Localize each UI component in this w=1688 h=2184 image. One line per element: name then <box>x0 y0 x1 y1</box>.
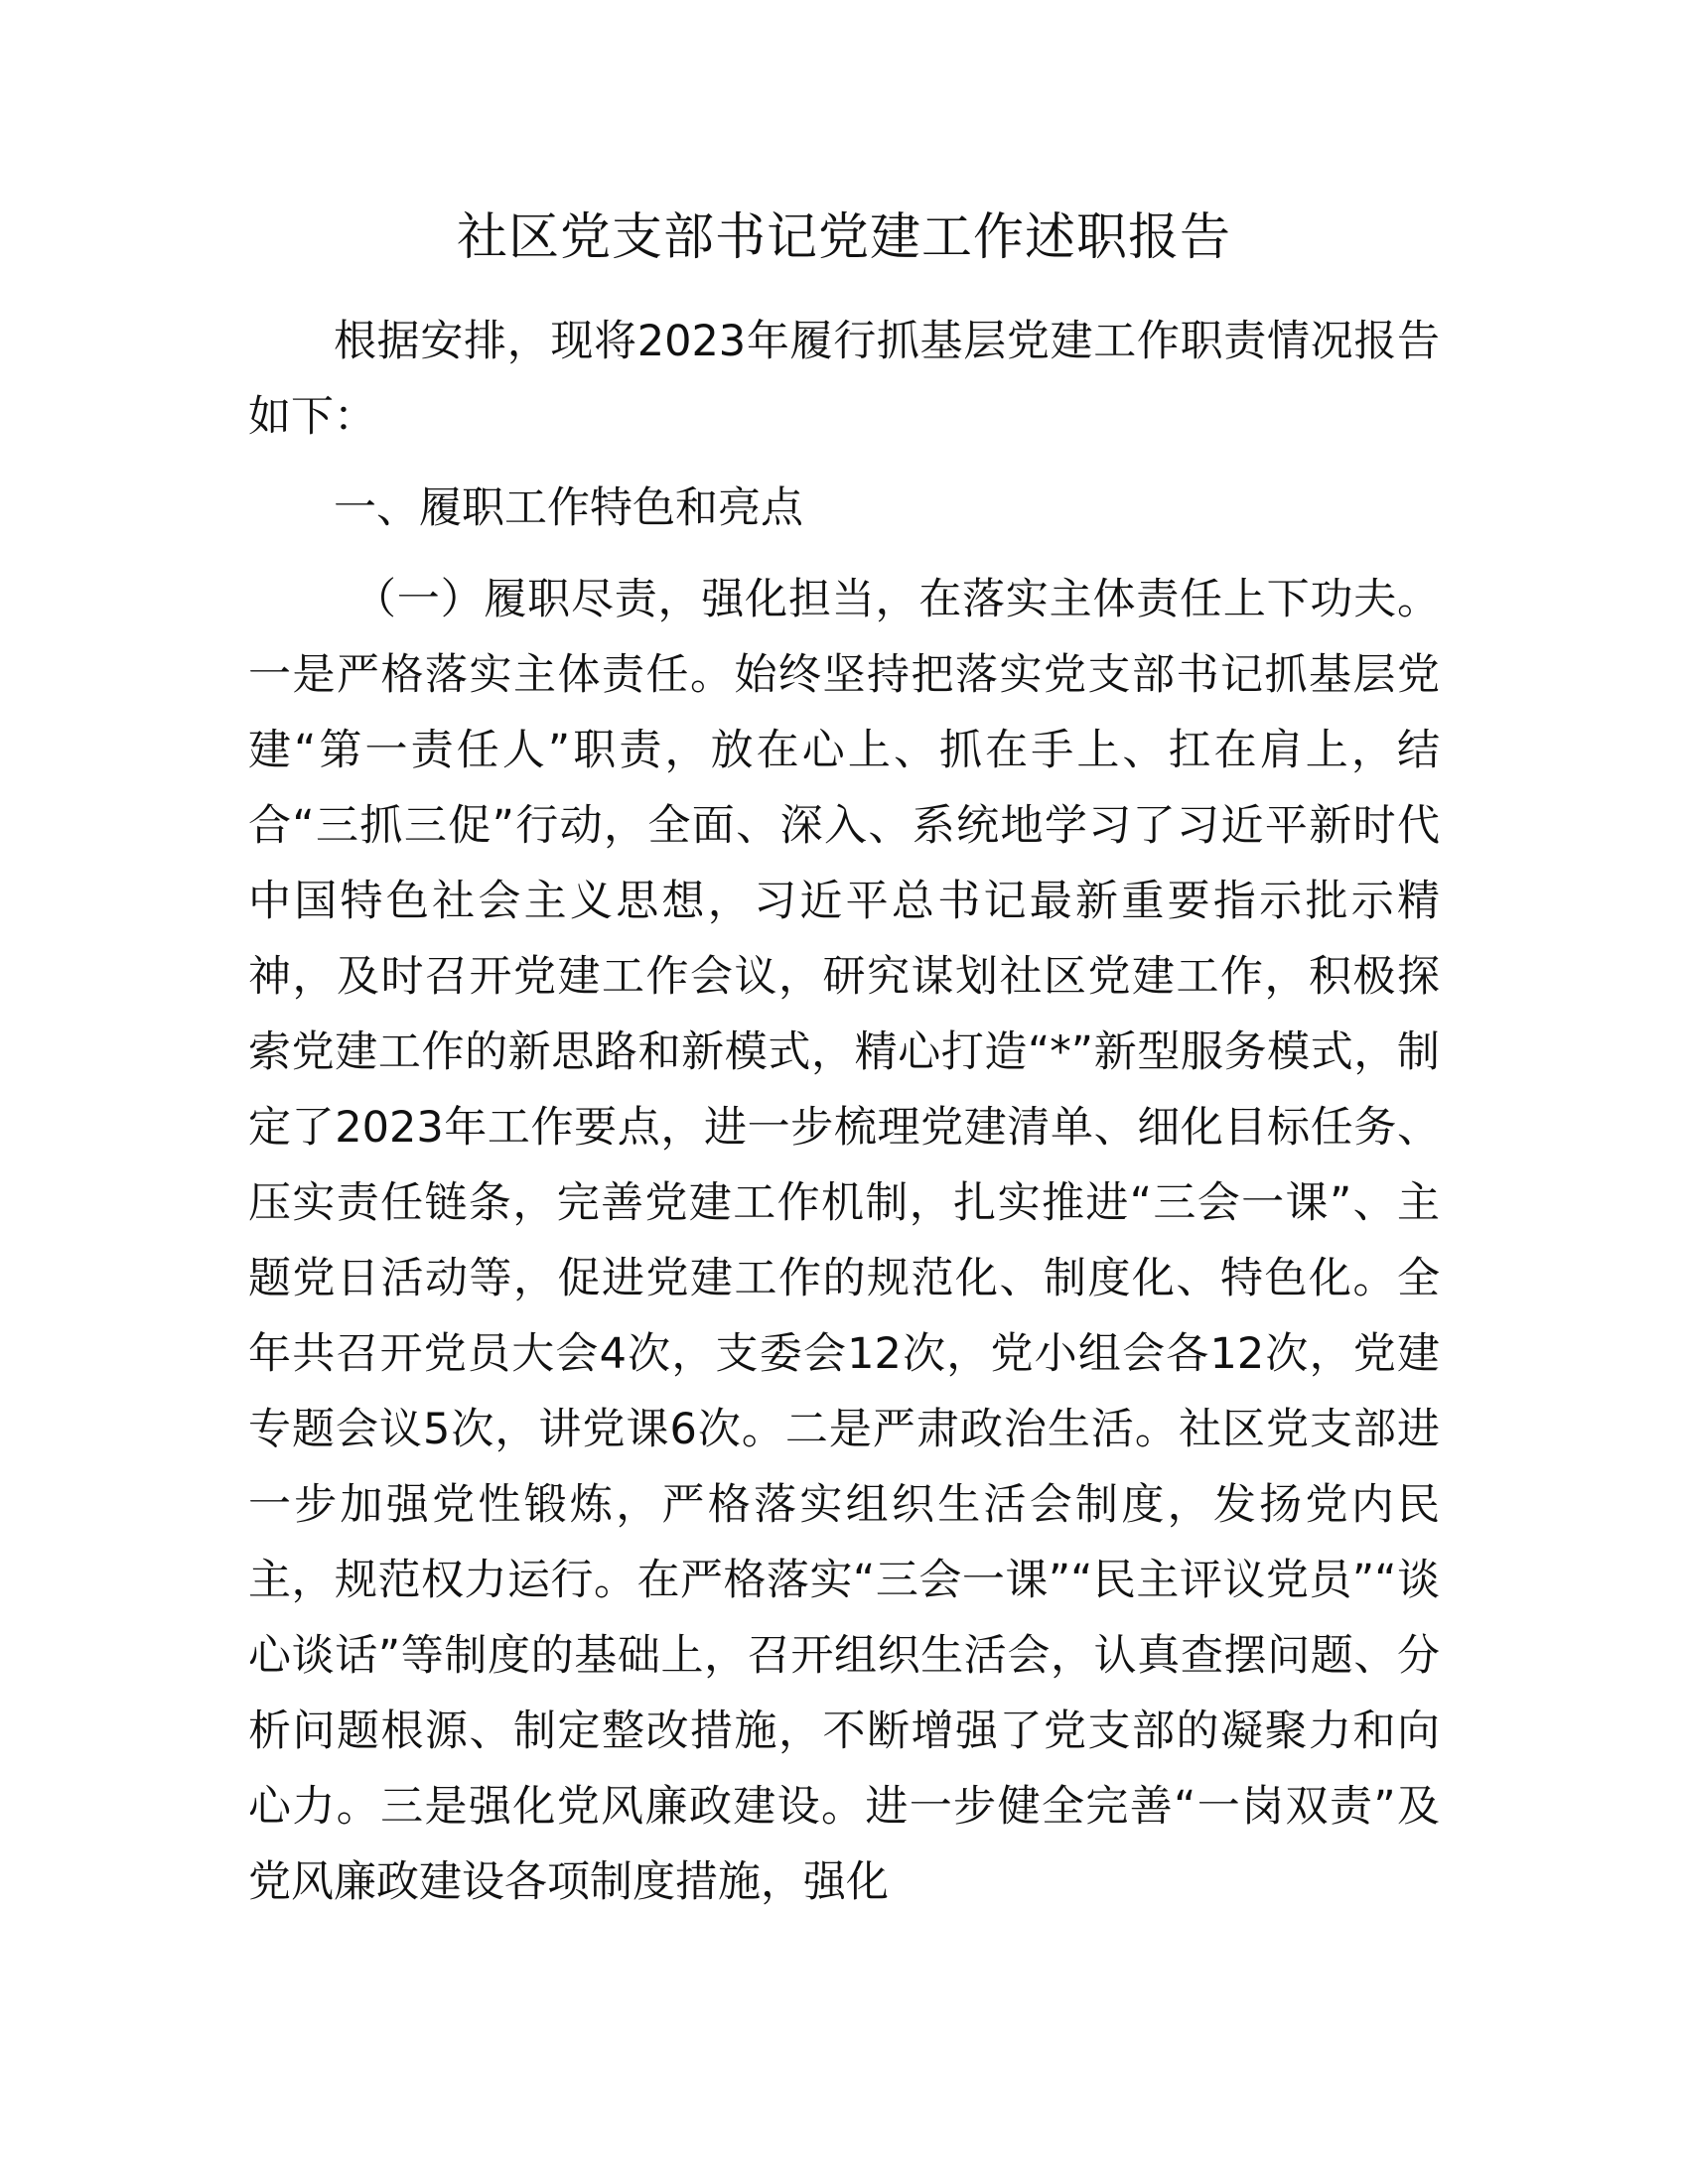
intro-paragraph: 根据安排，现将2023年履行抓基层党建工作职责情况报告如下： <box>248 317 1440 442</box>
section-paragraph: （一）履职尽责，强化担当，在落实主体责任上下功夫。一是严格落实主体责任。始终坚持把落实党支部书记抓基层党建“第一责任人”职责，放在心上、抓在手上、扛在肩上，结合“三抓三促”行动，全面、深入、系统地学习了习近平新时代中国特色社会主义思想，习近平总书记最新重要指示批示精神，及时召开党建工作会议，研究谋划社区党建工作，积极探索党建工作的新思路和新模式，精心打造“*”新型服务模式，制定了2023年工作要点，进一步梳理党建清单、细化目标任务、压实责任链条，完善党建工作机制，扎实推进“三会一课”、主题党日活动等，促进党建工作的规范化、制度化、特色化。全年共召开党员大会4次，支委会12次，党小组会各12次，党建专题会议5次，讲党课6次。二是严肃政治生活。社区党支部进一步加强党性锻炼，严格落实组织生活会制度，发扬党内民主，规范权力运行。在严格落实“三会一课”“民主评议党员”“谈心谈话”等制度的基础上，召开组织生活会，认真查摆问题、分析问题根源、制定整改措施，不断增强了党支部的凝聚力和向心力。三是强化党风廉政建设。进一步健全完善“一岗双责”及党风廉政建设各项制度措施，强化 <box>248 575 1440 1907</box>
section-heading: 一、履职工作特色和亮点 <box>334 483 803 533</box>
document-title: 社区党支部书记党建工作述职报告 <box>456 208 1231 267</box>
